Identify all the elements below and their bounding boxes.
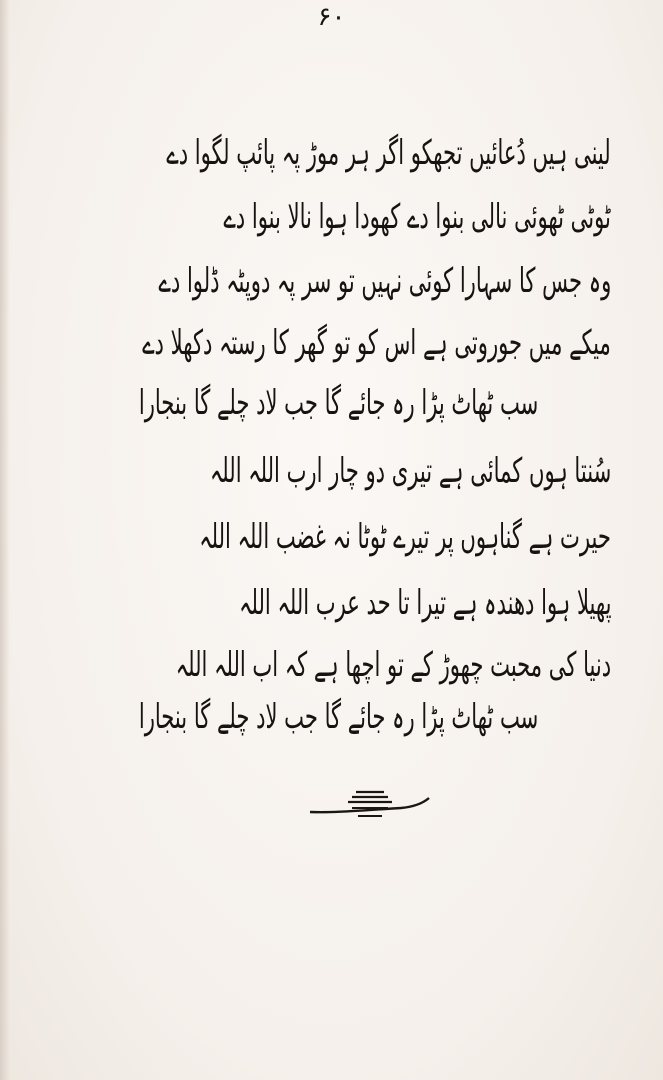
verse-line-1-text: لینی ہیں دُعائیں تجھکو اگر ہر موڑ پہ پائپ لگوا دے (166, 133, 611, 173)
verse-line-3 (0, 256, 611, 306)
verse-line-6-text: سُنتا ہوں کمائی ہے تیری دو چار ارب اللہ اللہ (209, 451, 611, 491)
page-number: ۶۰ (317, 2, 346, 32)
verse-line-3-text: وہ جس کا سہارا کوئی نہیں تو سر پہ دوپٹہ ڈلوا دے (158, 261, 611, 301)
verse-line-9-text: دنیا کی محبت چھوڑ کے تو اچھا ہے کہ اب اللہ اللہ (175, 645, 611, 685)
verse-refrain-1-text: سب ٹھاٹ پڑا رہ جائے گا جب لاد چلے گا بنجارا (138, 383, 538, 423)
verse-line-8-text: پھیلا ہوا دھندہ ہے تیرا تا حد عرب اللہ اللہ (238, 583, 611, 623)
verse-line-2 (0, 192, 611, 242)
verse-refrain-2 (0, 692, 538, 742)
verse-line-7 (0, 512, 611, 562)
verse-line-7-text: حیرت ہے گناہوں پر تیرے ٹوٹا نہ غضب اللہ اللہ (199, 517, 611, 557)
verse-line-4 (0, 318, 611, 368)
verse-line-2-text: ٹوٹی ٹھوئی نالی بنوا دے کھودا ہوا نالا بنوا دے (223, 197, 611, 237)
verse-line-6 (0, 446, 611, 496)
verse-refrain-1 (0, 378, 538, 428)
decorative-divider-icon (306, 786, 432, 822)
verse-line-4-text: میکے میں جوروتی ہے اس کو تو گھر کا رستہ دکھلا دے (142, 323, 611, 363)
verse-line-9 (0, 640, 611, 690)
verse-refrain-2-text: سب ٹھاٹ پڑا رہ جائے گا جب لاد چلے گا بنجارا (138, 697, 538, 737)
verse-line-1 (0, 128, 611, 178)
verse-line-8 (11, 578, 611, 628)
